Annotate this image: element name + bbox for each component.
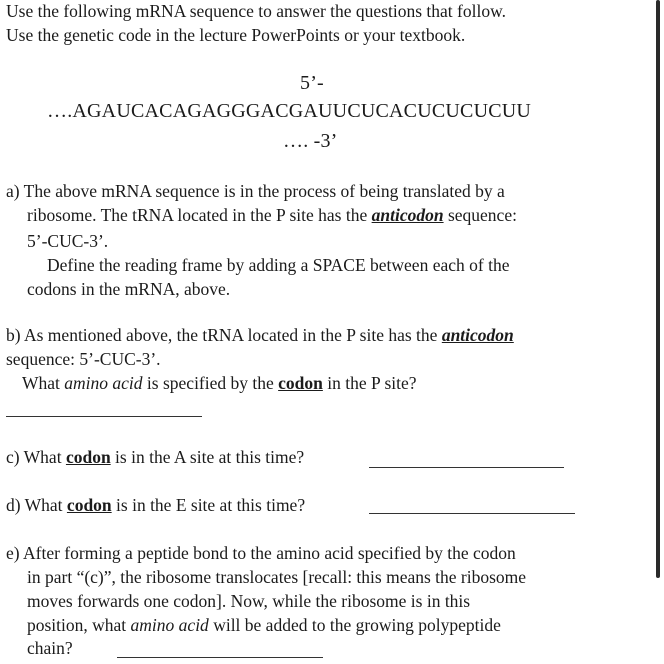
codon-emphasis: codon	[278, 373, 323, 393]
question-b-line-2: sequence: 5’-CUC-3’.	[6, 349, 161, 369]
anticodon-emphasis: anticodon	[371, 205, 444, 225]
mrna-sequence: ….AGAUCACAGAGGGACGAUUCUCACUCUCUCUU	[47, 100, 532, 122]
instruction-line-1: Use the following mRNA sequence to answer the questions that follow.	[6, 1, 506, 21]
instruction-line-2: Use the genetic code in the lecture PowerPoints or your textbook.	[6, 25, 466, 45]
answer-blank-b[interactable]	[6, 416, 202, 417]
answer-blank-c[interactable]	[369, 467, 564, 468]
question-a-line-5: codons in the mRNA, above.	[27, 279, 231, 299]
question-e-line-4: position, what amino acid will be added to the growing polypeptide	[27, 615, 501, 635]
question-e-line-5: chain?	[27, 638, 73, 658]
anticodon-emphasis: anticodon	[441, 325, 514, 345]
five-prime-label: 5’-	[300, 72, 324, 94]
question-e-line-3: moves forwards one codon]. Now, while the ribosome is in this	[27, 591, 471, 611]
three-prime-label: …. -3’	[283, 130, 338, 152]
answer-blank-e[interactable]	[117, 657, 323, 658]
scrollbar[interactable]	[656, 0, 660, 578]
question-a-line-1: a) The above mRNA sequence is in the process of being translated by a	[6, 181, 505, 201]
question-c: c) What codon is in the A site at this time?	[6, 447, 305, 467]
codon-emphasis: codon	[65, 447, 111, 467]
question-b-line-3: What amino acid is specified by the codon in the P site?	[22, 373, 417, 393]
question-b-line-1: b) As mentioned above, the tRNA located in the P site has the anticodon	[6, 325, 514, 345]
question-d: d) What codon is in the E site at this time?	[6, 495, 306, 515]
codon-emphasis: codon	[66, 495, 112, 515]
question-a-line-4: Define the reading frame by adding a SPACE between each of the	[47, 255, 510, 275]
question-e-line-1: e) After forming a peptide bond to the amino acid specified by the codon	[6, 543, 516, 563]
answer-blank-d[interactable]	[369, 513, 575, 514]
question-e-line-2: in part “(c)”, the ribosome translocates [recall: this means the ribosome	[27, 567, 527, 587]
question-a-line-2: ribosome. The tRNA located in the P site has the anticodon sequence:	[27, 205, 517, 225]
question-a-line-3: 5’-CUC-3’.	[27, 231, 109, 251]
